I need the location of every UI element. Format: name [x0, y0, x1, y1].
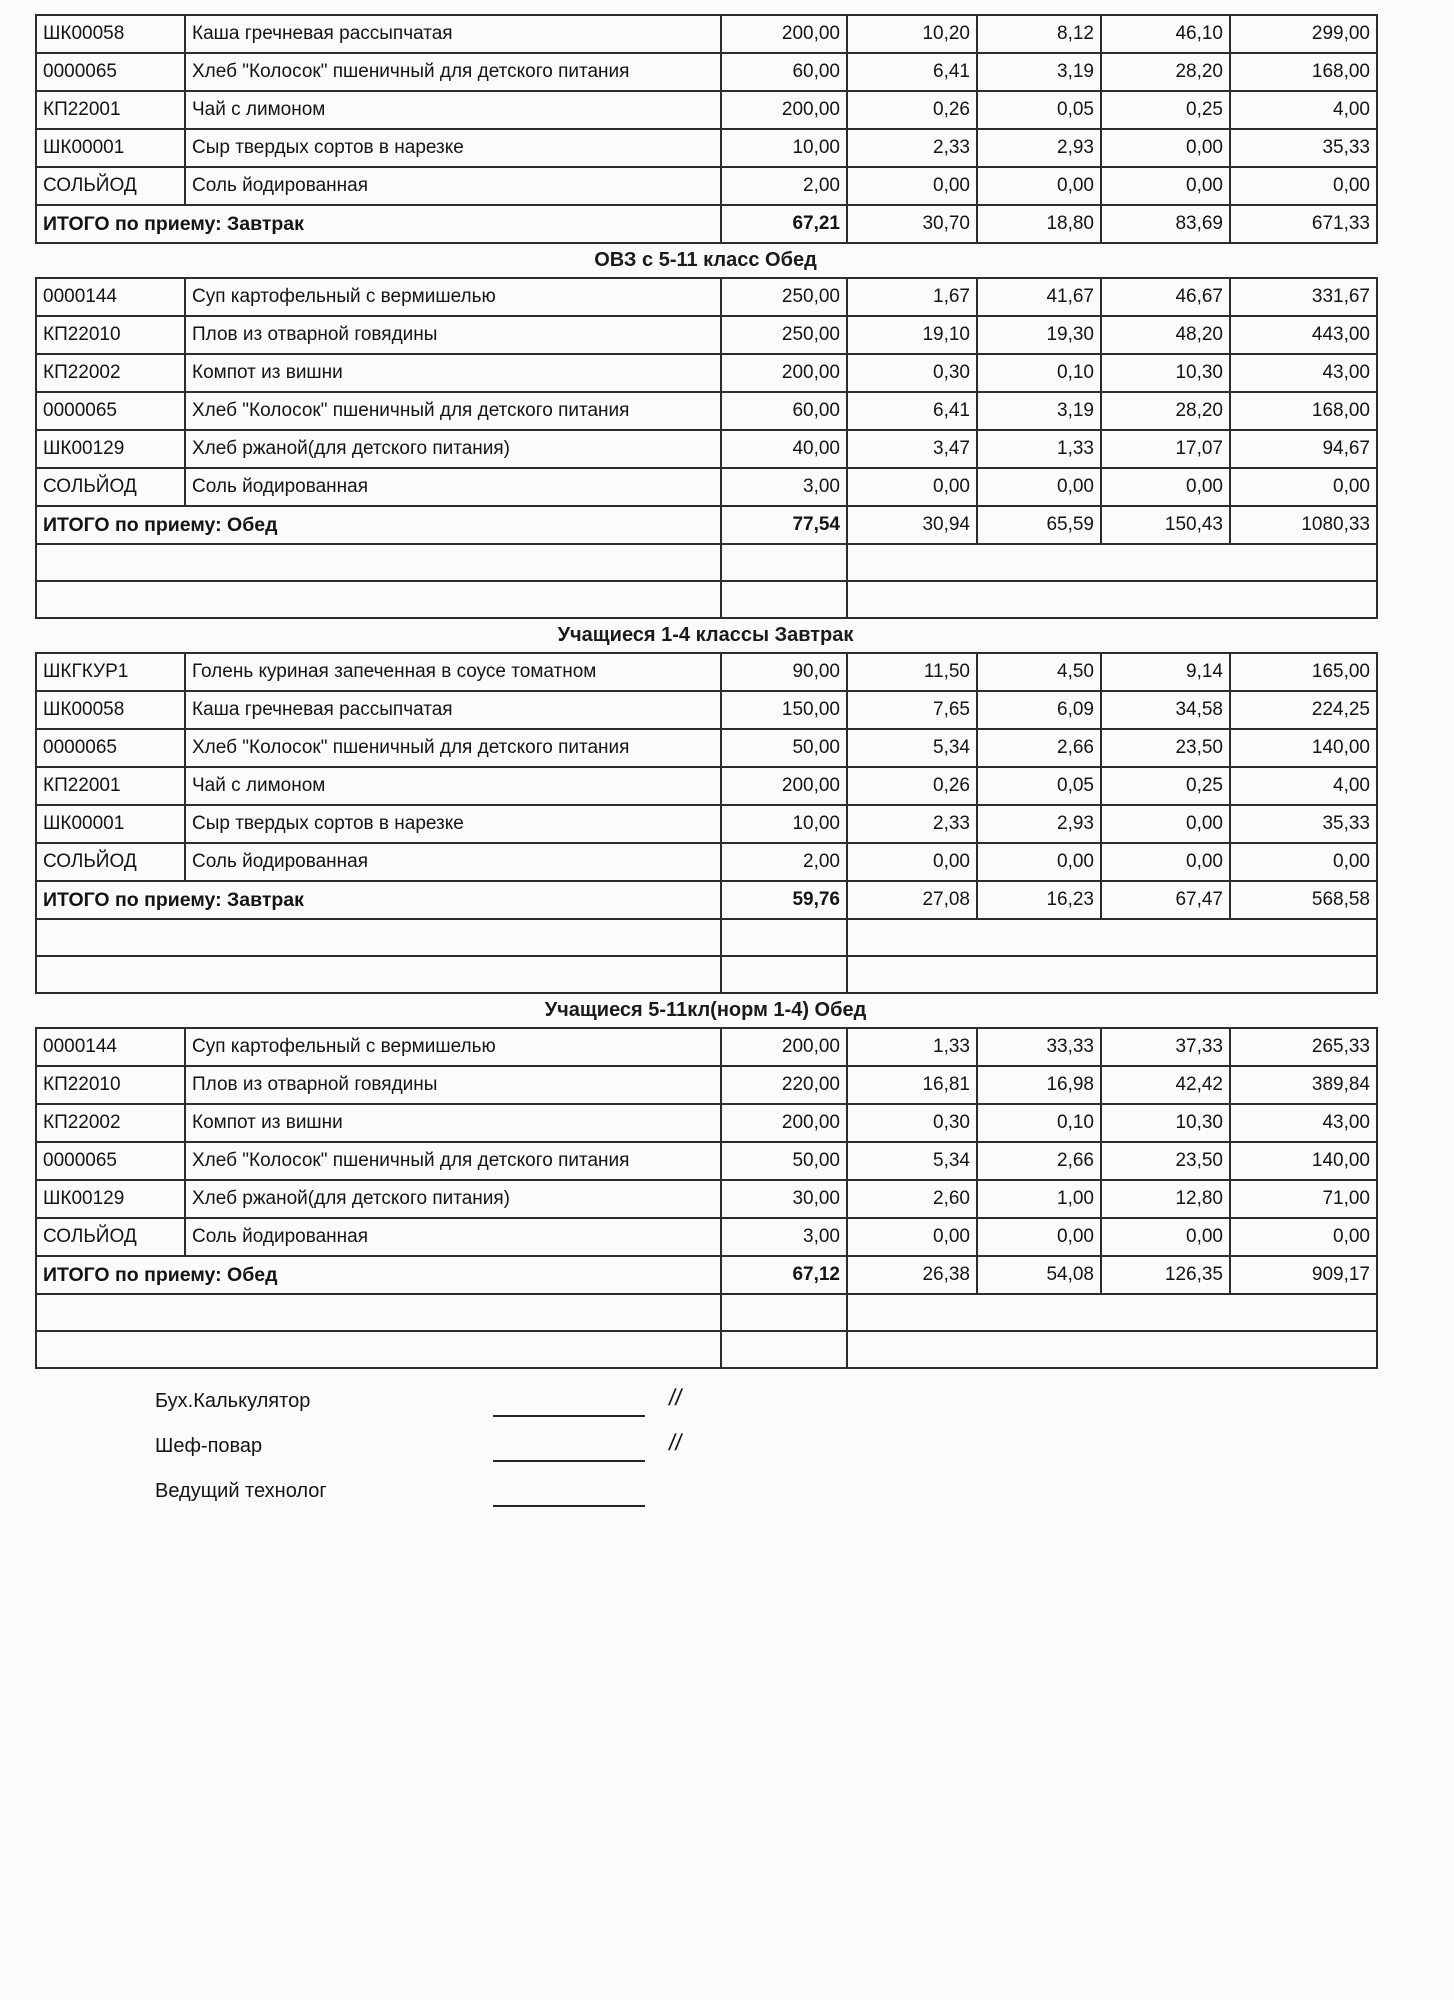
- section-total-row: [36, 881, 1377, 919]
- item-value: 23,50: [1101, 729, 1230, 767]
- menu-item-row: [36, 1104, 1377, 1142]
- item-value: 16,98: [977, 1066, 1101, 1104]
- item-value: 6,41: [847, 392, 977, 430]
- item-value: 7,65: [847, 691, 977, 729]
- item-name: Хлеб "Колосок" пшеничный для детского питания: [185, 392, 721, 430]
- item-value: 224,25: [1230, 691, 1377, 729]
- item-value: 3,19: [977, 392, 1101, 430]
- item-value: 9,14: [1101, 653, 1230, 691]
- item-value: 1,67: [847, 278, 977, 316]
- item-value: 2,60: [847, 1180, 977, 1218]
- item-code: СОЛЬЙОД: [36, 1218, 185, 1256]
- menu-item-row: [36, 392, 1377, 430]
- signature-row: [155, 1477, 1454, 1522]
- item-value: 3,19: [977, 53, 1101, 91]
- total-value: 67,47: [1101, 881, 1230, 919]
- item-value: 0,25: [1101, 767, 1230, 805]
- item-value: 2,33: [847, 805, 977, 843]
- item-code: 0000065: [36, 729, 185, 767]
- item-value: 0,00: [977, 167, 1101, 205]
- item-value: 28,20: [1101, 53, 1230, 91]
- menu-item-row: [36, 167, 1377, 205]
- item-code: СОЛЬЙОД: [36, 468, 185, 506]
- item-code: КП22001: [36, 767, 185, 805]
- item-value: 11,50: [847, 653, 977, 691]
- item-value: 200,00: [721, 354, 847, 392]
- item-value: 40,00: [721, 430, 847, 468]
- empty-cell: [36, 1331, 721, 1368]
- item-value: 23,50: [1101, 1142, 1230, 1180]
- item-value: 30,00: [721, 1180, 847, 1218]
- total-value: 30,70: [847, 205, 977, 243]
- total-value: 67,21: [721, 205, 847, 243]
- empty-cell: [721, 1294, 847, 1331]
- empty-row: [36, 956, 1377, 993]
- item-value: 5,34: [847, 729, 977, 767]
- item-value: 0,00: [1101, 129, 1230, 167]
- item-value: 200,00: [721, 767, 847, 805]
- empty-row: [36, 919, 1377, 956]
- item-value: 0,10: [977, 354, 1101, 392]
- menu-section-table: [35, 14, 1378, 244]
- item-name: Каша гречневая рассыпчатая: [185, 15, 721, 53]
- item-value: 16,81: [847, 1066, 977, 1104]
- item-value: 17,07: [1101, 430, 1230, 468]
- empty-cell: [847, 581, 1377, 618]
- empty-row: [36, 544, 1377, 581]
- item-value: 0,30: [847, 1104, 977, 1142]
- empty-cell: [36, 919, 721, 956]
- item-value: 50,00: [721, 1142, 847, 1180]
- menu-item-row: [36, 767, 1377, 805]
- total-label: ИТОГО по приему: Завтрак: [36, 205, 721, 243]
- item-value: 0,26: [847, 91, 977, 129]
- item-name: Чай с лимоном: [185, 767, 721, 805]
- empty-cell: [847, 956, 1377, 993]
- menu-item-row: [36, 316, 1377, 354]
- item-value: 34,58: [1101, 691, 1230, 729]
- item-value: 60,00: [721, 392, 847, 430]
- item-value: 200,00: [721, 1028, 847, 1066]
- item-value: 0,10: [977, 1104, 1101, 1142]
- item-name: Каша гречневая рассыпчатая: [185, 691, 721, 729]
- item-value: 33,33: [977, 1028, 1101, 1066]
- empty-cell: [847, 1331, 1377, 1368]
- item-code: ШК00129: [36, 430, 185, 468]
- item-value: 443,00: [1230, 316, 1377, 354]
- menu-item-row: [36, 278, 1377, 316]
- item-value: 140,00: [1230, 1142, 1377, 1180]
- empty-cell: [36, 956, 721, 993]
- empty-cell: [721, 1331, 847, 1368]
- item-value: 1,33: [847, 1028, 977, 1066]
- section-title: Учащиеся 5-11кл(норм 1-4) Обед: [544, 999, 867, 1021]
- signature-row: [155, 1429, 1454, 1477]
- item-value: 0,00: [847, 167, 977, 205]
- item-value: 43,00: [1230, 354, 1377, 392]
- total-value: 67,12: [721, 1256, 847, 1294]
- item-name: Плов из отварной говядины: [185, 1066, 721, 1104]
- item-name: Плов из отварной говядины: [185, 316, 721, 354]
- item-value: 4,00: [1230, 767, 1377, 805]
- menu-item-row: [36, 1142, 1377, 1180]
- section-total-row: [36, 205, 1377, 243]
- empty-cell: [721, 956, 847, 993]
- item-value: 71,00: [1230, 1180, 1377, 1218]
- item-value: 0,26: [847, 767, 977, 805]
- item-name: Сыр твердых сортов в нарезке: [185, 805, 721, 843]
- item-name: Хлеб "Колосок" пшеничный для детского питания: [185, 1142, 721, 1180]
- total-value: 30,94: [847, 506, 977, 544]
- menu-section-table: [35, 1027, 1378, 1369]
- item-name: Суп картофельный с вермишелью: [185, 1028, 721, 1066]
- item-value: 2,00: [721, 167, 847, 205]
- item-value: 48,20: [1101, 316, 1230, 354]
- menu-item-row: [36, 653, 1377, 691]
- item-value: 2,00: [721, 843, 847, 881]
- item-value: 140,00: [1230, 729, 1377, 767]
- total-value: 150,43: [1101, 506, 1230, 544]
- item-code: КП22010: [36, 1066, 185, 1104]
- item-code: ШК00001: [36, 805, 185, 843]
- item-value: 1,33: [977, 430, 1101, 468]
- item-code: 0000065: [36, 53, 185, 91]
- item-code: КП22010: [36, 316, 185, 354]
- item-value: 0,00: [977, 843, 1101, 881]
- item-value: 200,00: [721, 15, 847, 53]
- item-name: Компот из вишни: [185, 1104, 721, 1142]
- empty-cell: [721, 919, 847, 956]
- signature-line: [493, 1432, 645, 1462]
- item-value: 5,34: [847, 1142, 977, 1180]
- empty-cell: [847, 919, 1377, 956]
- item-value: 90,00: [721, 653, 847, 691]
- item-code: СОЛЬЙОД: [36, 843, 185, 881]
- empty-cell: [847, 544, 1377, 581]
- item-name: Чай с лимоном: [185, 91, 721, 129]
- total-value: 568,58: [1230, 881, 1377, 919]
- item-value: 0,00: [1101, 468, 1230, 506]
- item-value: 0,00: [847, 1218, 977, 1256]
- section-title: ОВЗ с 5-11 класс Обед: [594, 249, 817, 271]
- item-value: 6,41: [847, 53, 977, 91]
- item-value: 3,00: [721, 468, 847, 506]
- item-name: Соль йодированная: [185, 843, 721, 881]
- item-value: 94,67: [1230, 430, 1377, 468]
- item-value: 46,67: [1101, 278, 1230, 316]
- empty-row: [36, 1331, 1377, 1368]
- menu-item-row: [36, 691, 1377, 729]
- item-value: 0,00: [1101, 843, 1230, 881]
- item-code: ШКГКУР1: [36, 653, 185, 691]
- total-value: 126,35: [1101, 1256, 1230, 1294]
- item-value: 12,80: [1101, 1180, 1230, 1218]
- item-value: 0,00: [1230, 468, 1377, 506]
- total-value: 18,80: [977, 205, 1101, 243]
- total-label: ИТОГО по приему: Обед: [36, 1256, 721, 1294]
- item-value: 299,00: [1230, 15, 1377, 53]
- item-value: 150,00: [721, 691, 847, 729]
- item-value: 220,00: [721, 1066, 847, 1104]
- item-value: 35,33: [1230, 805, 1377, 843]
- menu-item-row: [36, 729, 1377, 767]
- item-value: 250,00: [721, 278, 847, 316]
- signature-label: Шеф-повар: [155, 1435, 263, 1457]
- item-value: 0,05: [977, 767, 1101, 805]
- item-code: СОЛЬЙОД: [36, 167, 185, 205]
- item-code: 0000065: [36, 1142, 185, 1180]
- item-code: КП22001: [36, 91, 185, 129]
- signature-row: [155, 1384, 1454, 1432]
- section-total-row: [36, 506, 1377, 544]
- item-value: 0,00: [1101, 167, 1230, 205]
- item-value: 10,00: [721, 129, 847, 167]
- empty-cell: [36, 544, 721, 581]
- signature-slashes: //: [667, 1429, 684, 1455]
- item-code: КП22002: [36, 1104, 185, 1142]
- total-value: 671,33: [1230, 205, 1377, 243]
- menu-item-row: [36, 129, 1377, 167]
- menu-item-row: [36, 1028, 1377, 1066]
- total-value: 54,08: [977, 1256, 1101, 1294]
- item-code: ШК00058: [36, 691, 185, 729]
- item-value: 250,00: [721, 316, 847, 354]
- menu-section-table: [35, 277, 1378, 619]
- total-value: 16,23: [977, 881, 1101, 919]
- item-value: 35,33: [1230, 129, 1377, 167]
- item-value: 4,00: [1230, 91, 1377, 129]
- item-value: 200,00: [721, 91, 847, 129]
- total-value: 26,38: [847, 1256, 977, 1294]
- item-name: Компот из вишни: [185, 354, 721, 392]
- item-value: 2,93: [977, 805, 1101, 843]
- item-value: 10,20: [847, 15, 977, 53]
- item-value: 19,30: [977, 316, 1101, 354]
- item-value: 0,00: [847, 468, 977, 506]
- item-name: Хлеб "Колосок" пшеничный для детского питания: [185, 729, 721, 767]
- total-value: 1080,33: [1230, 506, 1377, 544]
- item-value: 0,25: [1101, 91, 1230, 129]
- item-value: 10,00: [721, 805, 847, 843]
- signature-block: [155, 1384, 1454, 1522]
- total-label: ИТОГО по приему: Обед: [36, 506, 721, 544]
- item-value: 0,00: [1101, 1218, 1230, 1256]
- empty-cell: [721, 544, 847, 581]
- item-code: ШК00058: [36, 15, 185, 53]
- empty-cell: [721, 581, 847, 618]
- empty-cell: [36, 1294, 721, 1331]
- total-value: 27,08: [847, 881, 977, 919]
- item-name: Суп картофельный с вермишелью: [185, 278, 721, 316]
- menu-item-row: [36, 53, 1377, 91]
- item-value: 331,67: [1230, 278, 1377, 316]
- item-value: 0,00: [1101, 805, 1230, 843]
- signature-label: Ведущий технолог: [155, 1480, 327, 1502]
- item-code: 0000065: [36, 392, 185, 430]
- item-code: 0000144: [36, 278, 185, 316]
- item-value: 0,05: [977, 91, 1101, 129]
- item-value: 0,00: [1230, 843, 1377, 881]
- signature-slashes: //: [667, 1384, 684, 1410]
- item-value: 2,66: [977, 729, 1101, 767]
- empty-row: [36, 581, 1377, 618]
- item-value: 41,67: [977, 278, 1101, 316]
- item-value: 3,00: [721, 1218, 847, 1256]
- menu-item-row: [36, 805, 1377, 843]
- item-value: 1,00: [977, 1180, 1101, 1218]
- item-value: 60,00: [721, 53, 847, 91]
- menu-item-row: [36, 843, 1377, 881]
- item-value: 43,00: [1230, 1104, 1377, 1142]
- item-value: 0,30: [847, 354, 977, 392]
- item-name: Хлеб ржаной(для детского питания): [185, 430, 721, 468]
- item-value: 6,09: [977, 691, 1101, 729]
- signature-label: Бух.Калькулятор: [155, 1390, 311, 1412]
- item-value: 10,30: [1101, 1104, 1230, 1142]
- total-value: 83,69: [1101, 205, 1230, 243]
- item-value: 10,30: [1101, 354, 1230, 392]
- item-name: Хлеб "Колосок" пшеничный для детского питания: [185, 53, 721, 91]
- signature-line: [493, 1387, 645, 1417]
- item-value: 28,20: [1101, 392, 1230, 430]
- menu-item-row: [36, 1180, 1377, 1218]
- item-value: 0,00: [977, 1218, 1101, 1256]
- item-value: 0,00: [1230, 167, 1377, 205]
- item-value: 42,42: [1101, 1066, 1230, 1104]
- section-title: Учащиеся 1-4 классы Завтрак: [557, 624, 854, 646]
- item-value: 0,00: [1230, 1218, 1377, 1256]
- item-name: Соль йодированная: [185, 1218, 721, 1256]
- empty-cell: [847, 1294, 1377, 1331]
- item-value: 265,33: [1230, 1028, 1377, 1066]
- item-value: 200,00: [721, 1104, 847, 1142]
- item-value: 0,00: [847, 843, 977, 881]
- item-value: 389,84: [1230, 1066, 1377, 1104]
- item-name: Соль йодированная: [185, 468, 721, 506]
- item-value: 37,33: [1101, 1028, 1230, 1066]
- empty-cell: [36, 581, 721, 618]
- item-code: 0000144: [36, 1028, 185, 1066]
- total-label: ИТОГО по приему: Завтрак: [36, 881, 721, 919]
- total-value: 59,76: [721, 881, 847, 919]
- item-value: 4,50: [977, 653, 1101, 691]
- menu-item-row: [36, 468, 1377, 506]
- menu-item-row: [36, 1218, 1377, 1256]
- menu-item-row: [36, 15, 1377, 53]
- total-value: 909,17: [1230, 1256, 1377, 1294]
- menu-item-row: [36, 91, 1377, 129]
- item-name: Сыр твердых сортов в нарезке: [185, 129, 721, 167]
- item-name: Голень куриная запеченная в соусе томатном: [185, 653, 721, 691]
- item-code: ШК00129: [36, 1180, 185, 1218]
- item-value: 2,66: [977, 1142, 1101, 1180]
- item-value: 3,47: [847, 430, 977, 468]
- item-value: 2,33: [847, 129, 977, 167]
- menu-section-table: [35, 652, 1378, 994]
- item-value: 168,00: [1230, 392, 1377, 430]
- menu-item-row: [36, 354, 1377, 392]
- item-value: 165,00: [1230, 653, 1377, 691]
- item-value: 168,00: [1230, 53, 1377, 91]
- menu-item-row: [36, 430, 1377, 468]
- item-value: 50,00: [721, 729, 847, 767]
- menu-item-row: [36, 1066, 1377, 1104]
- empty-row: [36, 1294, 1377, 1331]
- item-code: ШК00001: [36, 129, 185, 167]
- total-value: 65,59: [977, 506, 1101, 544]
- item-value: 46,10: [1101, 15, 1230, 53]
- section-total-row: [36, 1256, 1377, 1294]
- item-value: 2,93: [977, 129, 1101, 167]
- item-value: 8,12: [977, 15, 1101, 53]
- item-name: Хлеб ржаной(для детского питания): [185, 1180, 721, 1218]
- item-code: КП22002: [36, 354, 185, 392]
- item-value: 19,10: [847, 316, 977, 354]
- item-value: 0,00: [977, 468, 1101, 506]
- signature-line: [493, 1477, 645, 1507]
- total-value: 77,54: [721, 506, 847, 544]
- item-name: Соль йодированная: [185, 167, 721, 205]
